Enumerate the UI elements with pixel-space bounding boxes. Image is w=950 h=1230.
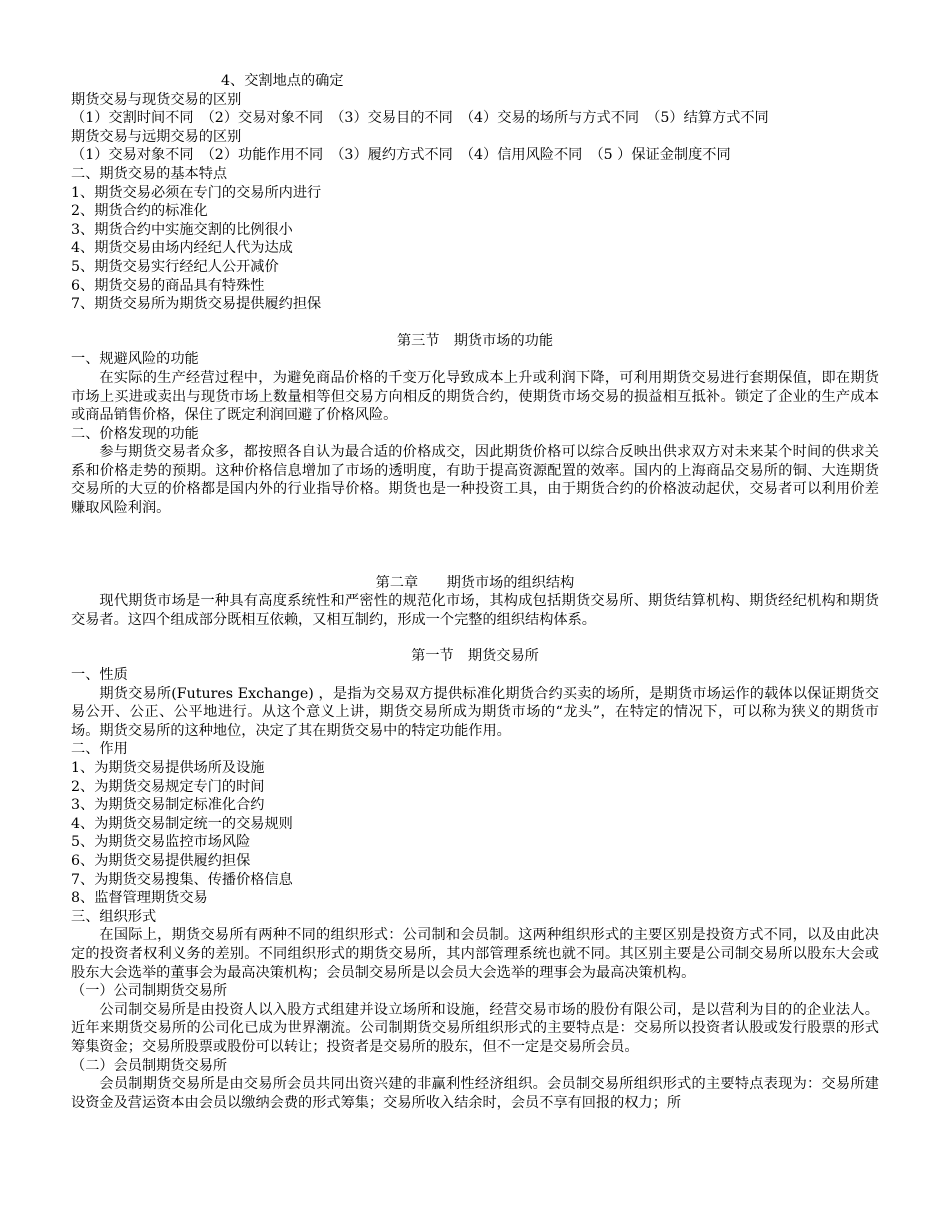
list-item: 6、期货交易的商品具有特殊性 <box>71 277 265 294</box>
subheading: （一）公司制期货交易所 <box>71 983 228 1000</box>
list-item: 4、期货交易由场内经纪人代为达成 <box>71 240 293 257</box>
list-item: 2、期货合约的标准化 <box>71 203 208 220</box>
section-title: 第三节 期货市场的功能 <box>396 332 554 349</box>
list-item: 8、监督管理期货交易 <box>71 890 208 907</box>
list-item: 5、为期货交易监控市场风险 <box>71 834 251 851</box>
list-item: 3、期货合约中实施交割的比例很小 <box>71 221 293 238</box>
list-item: 7、为期货交易搜集、传播价格信息 <box>71 871 293 888</box>
paragraph: 参与期货交易者众多，都按照各自认为最合适的价格成交，因此期货价格可以综合反映出供求双方对未来某个时间的供求关系和价格走势的预期。这种价格信息增加了市场的透明度，有助于提高资源配置的效率。国内的上海商品交易所的铜、大连期货交易所的大豆的价格都是国内外的行业指导价格。期货也是一种投资工具，由于期货合约的价格波动起伏，交易者可以利用价差赚取风险利润。 <box>71 444 879 517</box>
section-title: 第一节 期货交易所 <box>411 648 539 665</box>
paragraph: 会员制期货交易所是由交易所会员共同出资兴建的非赢利性经济组织。会员制交易所组织形式的主要特点表现为：交易所建设资金及营运资本由会员以缴纳会费的形式筹集；交易所收入结余时，会员不享有回报的权力；所 <box>71 1076 879 1111</box>
paragraph: 期货交易所(Futures Exchange) ，是指为交易双方提供标准化期货合约买卖的场所，是期货市场运作的载体以保证期货交易公开、公正、公平地进行。从这个意义上讲，期货交易所成为期货市场的“龙头”，在特定的情况下，可以称为狭义的期货市场。期货交易所的这种地位，决定了其在期货交易中的特定功能作用。 <box>71 685 879 739</box>
subheading: 期货交易与远期交易的区别 <box>71 128 242 145</box>
subheading: （二）会员制期货交易所 <box>71 1057 228 1074</box>
list-item: 7、期货交易所为期货交易提供履约担保 <box>71 296 322 313</box>
subheading: 二、作用 <box>71 741 128 758</box>
subheading: 一、规避风险的功能 <box>71 351 199 368</box>
paragraph: 公司制交易所是由投资人以入股方式组建并设立场所和设施，经营交易市场的股份有限公司，是以营利为目的的企业法人。近年来期货交易所的公司化已成为世界潮流。公司制期货交易所组织形式的主要特点是：交易所以投资者认股或发行股票的形式筹集资金；交易所股票或股份可以转让；投资者是交易所的股东，但不一定是交易所会员。 <box>71 1001 879 1055</box>
list-item: 2、为期货交易规定专门的时间 <box>71 778 265 795</box>
subheading: 期货交易与现货交易的区别 <box>71 91 242 108</box>
subheading: 三、组织形式 <box>71 908 157 925</box>
document-page <box>71 72 879 1112</box>
paragraph: 现代期货市场是一种具有高度系统性和严密性的规范化市场，其构成包括期货交易所、期货结算机构、期货经纪机构和期货交易者。这四个组成部分既相互依赖，又相互制约，形成一个完整的组织结构体系。 <box>71 593 879 628</box>
section-heading: 4、交割地点的确定 <box>221 73 344 89</box>
subheading: 一、性质 <box>71 667 128 684</box>
paragraph: 在国际上，期货交易所有两种不同的组织形式：公司制和会员制。这两种组织形式的主要区别是投资方式不同，以及由此决定的投资者权利义务的差别。不同组织形式的期货交易所，其内部管理系统也就不同。其区别主要是公司制交易所以股东大会或股东大会选举的董事会为最高决策机构；会员制交易所是以会员大会选举的理事会为最高决策机构。 <box>71 927 879 981</box>
subheading: 二、价格发现的功能 <box>71 425 199 442</box>
list-item: 1、期货交易必须在专门的交易所内进行 <box>71 184 322 201</box>
list-item: 1、为期货交易提供场所及设施 <box>71 760 265 776</box>
list-line: （1）交割时间不同 （2）交易对象不同 （3）交易目的不同 （4）交易的场所与方式不同 （5）结算方式不同 <box>71 110 769 127</box>
list-item: 6、为期货交易提供履约担保 <box>71 852 251 869</box>
list-item: 4、为期货交易制定统一的交易规则 <box>71 815 293 832</box>
list-item: 5、期货交易实行经纪人公开减价 <box>71 258 279 275</box>
paragraph: 在实际的生产经营过程中，为避免商品价格的千变万化导致成本上升或利润下降，可利用期货交易进行套期保值，即在期货市场上买进或卖出与现货市场上数量相等但交易方向相反的期货合约，使期货市场交易的损益相互抵补。锁定了企业的生产成本或商品销售价格，保住了既定利润回避了价格风险。 <box>71 369 879 424</box>
list-line: （1）交易对象不同 （2）功能作用不同 （3）履约方式不同 （4）信用风险不同 （5 ）保证金制度不同 <box>71 147 731 164</box>
list-item: 3、为期货交易制定标准化合约 <box>71 797 265 814</box>
chapter-title: 第二章 期货市场的组织结构 <box>375 574 575 591</box>
subheading: 二、期货交易的基本特点 <box>71 165 228 182</box>
